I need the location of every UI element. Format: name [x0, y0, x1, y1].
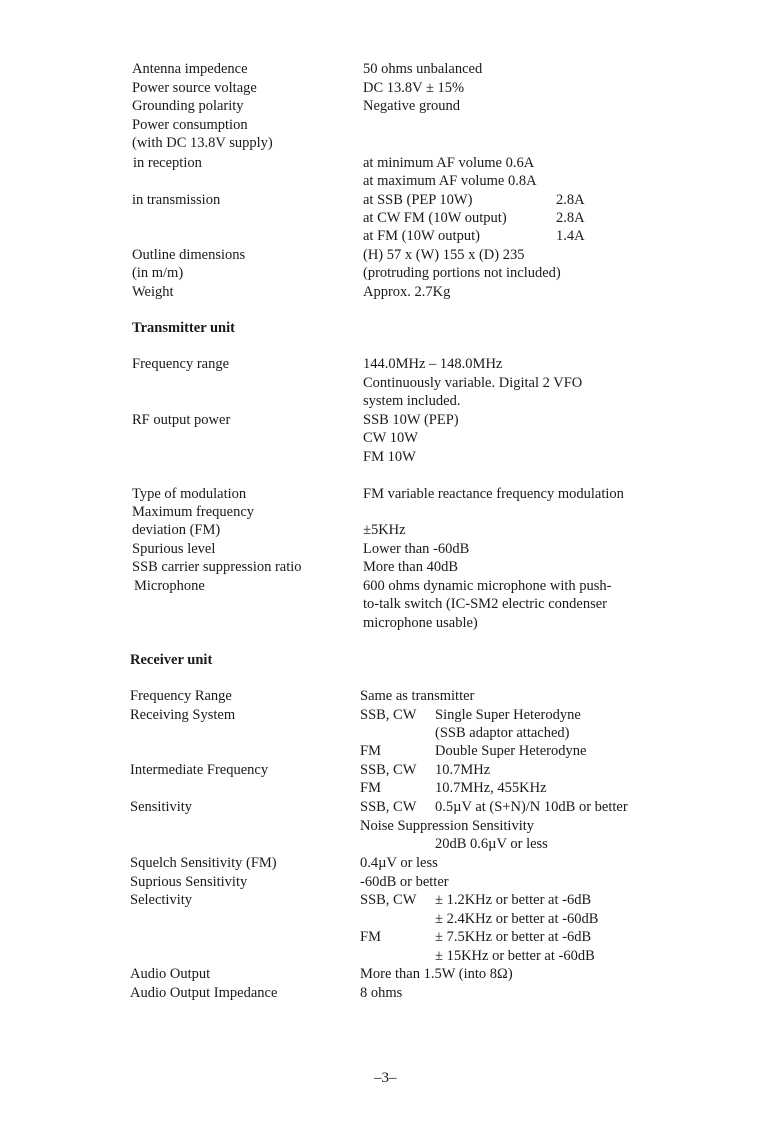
modulation-value: FM variable reactance frequency modulation [363, 486, 624, 502]
ssb-suppression-label: SSB carrier suppression ratio [132, 559, 302, 575]
sensitivity-value: 0.5µV at (S+N)/N 10dB or better [435, 799, 628, 815]
power-source-value: DC 13.8V ± 15% [363, 80, 465, 96]
squelch-value: 0.4µV or less [360, 855, 438, 871]
weight-value: Approx. 2.7Kg [363, 284, 451, 300]
rx-system-label: Receiving System [130, 707, 236, 723]
outline-unit-label: (in m/m) [132, 265, 184, 281]
rf-output-value: FM 10W [363, 449, 416, 465]
selectivity-value: ± 7.5KHz or better at -6dB [435, 929, 592, 945]
reception-label: in reception [133, 155, 202, 171]
modulation-label: Type of modulation [132, 486, 247, 502]
tx-row-mode: at FM (10W output) [363, 228, 480, 244]
rx-freq-label: Frequency Range [130, 688, 232, 704]
rx-system-value: Double Super Heterodyne [435, 743, 587, 759]
tx-freq-system: system included. [363, 393, 461, 409]
microphone-label: Microphone [134, 578, 205, 594]
deviation-label: Maximum frequency [132, 504, 255, 520]
transmitter-heading: Transmitter unit [132, 320, 235, 336]
audio-impedance-label: Audio Output Impedance [130, 985, 278, 1001]
rx-freq-value: Same as transmitter [360, 688, 475, 704]
microphone-value-2: to-talk switch (IC-SM2 electric condenser [363, 596, 608, 612]
rx-system-mode: FM [360, 743, 381, 759]
tx-row-mode: at SSB (PEP 10W) [363, 192, 473, 208]
page-number: –3– [374, 1070, 397, 1086]
selectivity-value: ± 1.2KHz or better at -6dB [435, 892, 592, 908]
suprious-label: Suprious Sensitivity [130, 874, 248, 890]
grounding-label: Grounding polarity [132, 98, 244, 114]
microphone-value-3: microphone usable) [363, 615, 478, 631]
audio-output-value: More than 1.5W (into 8Ω) [360, 966, 513, 982]
power-source-label: Power source voltage [132, 80, 257, 96]
microphone-value: 600 ohms dynamic microphone with push- [363, 578, 612, 594]
selectivity-mode: FM [360, 929, 381, 945]
reception-min: at minimum AF volume 0.6A [363, 155, 535, 171]
rf-output-value: CW 10W [363, 430, 418, 446]
rx-system-mode: SSB, CW [360, 707, 417, 723]
tx-row-mode: at CW FM (10W output) [363, 210, 507, 226]
consumption-label: Power consumption [132, 117, 248, 133]
tx-row-amps: 2.8A [556, 192, 585, 208]
sensitivity-label: Sensitivity [130, 799, 193, 815]
antenna-label: Antenna impedence [132, 61, 248, 77]
if-value: 10.7MHz [435, 762, 491, 778]
sensitivity-mode: SSB, CW [360, 799, 417, 815]
outline-note: (protruding portions not included) [363, 265, 561, 281]
rx-system-value: Single Super Heterodyne [435, 707, 581, 723]
noise-suppression-value: 20dB 0.6µV or less [435, 836, 548, 852]
selectivity-value: ± 2.4KHz or better at -60dB [435, 911, 599, 927]
squelch-label: Squelch Sensitivity (FM) [130, 855, 277, 871]
consumption-label-supply: (with DC 13.8V supply) [132, 135, 273, 151]
outline-label: Outline dimensions [132, 247, 246, 263]
outline-value: (H) 57 x (W) 155 x (D) 235 [363, 247, 525, 263]
rf-output-label: RF output power [132, 412, 231, 428]
selectivity-label: Selectivity [130, 892, 193, 908]
tx-freq-label: Frequency range [132, 356, 230, 372]
if-label: Intermediate Frequency [130, 762, 269, 778]
spurious-value: Lower than -60dB [363, 541, 470, 557]
selectivity-mode: SSB, CW [360, 892, 417, 908]
tx-row-amps: 2.8A [556, 210, 585, 226]
ssb-suppression-value: More than 40dB [363, 559, 459, 575]
audio-output-label: Audio Output [130, 966, 211, 982]
if-mode: FM [360, 780, 381, 796]
deviation-value: ±5KHz [363, 522, 406, 538]
receiver-heading: Receiver unit [130, 652, 213, 668]
antenna-value: 50 ohms unbalanced [363, 61, 483, 77]
spurious-label: Spurious level [132, 541, 216, 557]
rf-output-value: SSB 10W (PEP) [363, 412, 459, 428]
tx-freq-vfo: Continuously variable. Digital 2 VFO [363, 375, 583, 391]
grounding-value: Negative ground [363, 98, 461, 114]
noise-suppression-label: Noise Suppression Sensitivity [360, 818, 535, 834]
tx-row-amps: 1.4A [556, 228, 585, 244]
deviation-label-fm: deviation (FM) [132, 522, 221, 538]
weight-label: Weight [132, 284, 174, 300]
if-value: 10.7MHz, 455KHz [435, 780, 547, 796]
rx-system-value: (SSB adaptor attached) [435, 725, 570, 741]
suprious-value: -60dB or better [360, 874, 449, 890]
tx-freq-value: 144.0MHz – 148.0MHz [363, 356, 503, 372]
reception-max: at maximum AF volume 0.8A [363, 173, 537, 189]
transmission-label: in transmission [132, 192, 221, 208]
audio-impedance-value: 8 ohms [360, 985, 403, 1001]
if-mode: SSB, CW [360, 762, 417, 778]
selectivity-value: ± 15KHz or better at -60dB [435, 948, 595, 964]
